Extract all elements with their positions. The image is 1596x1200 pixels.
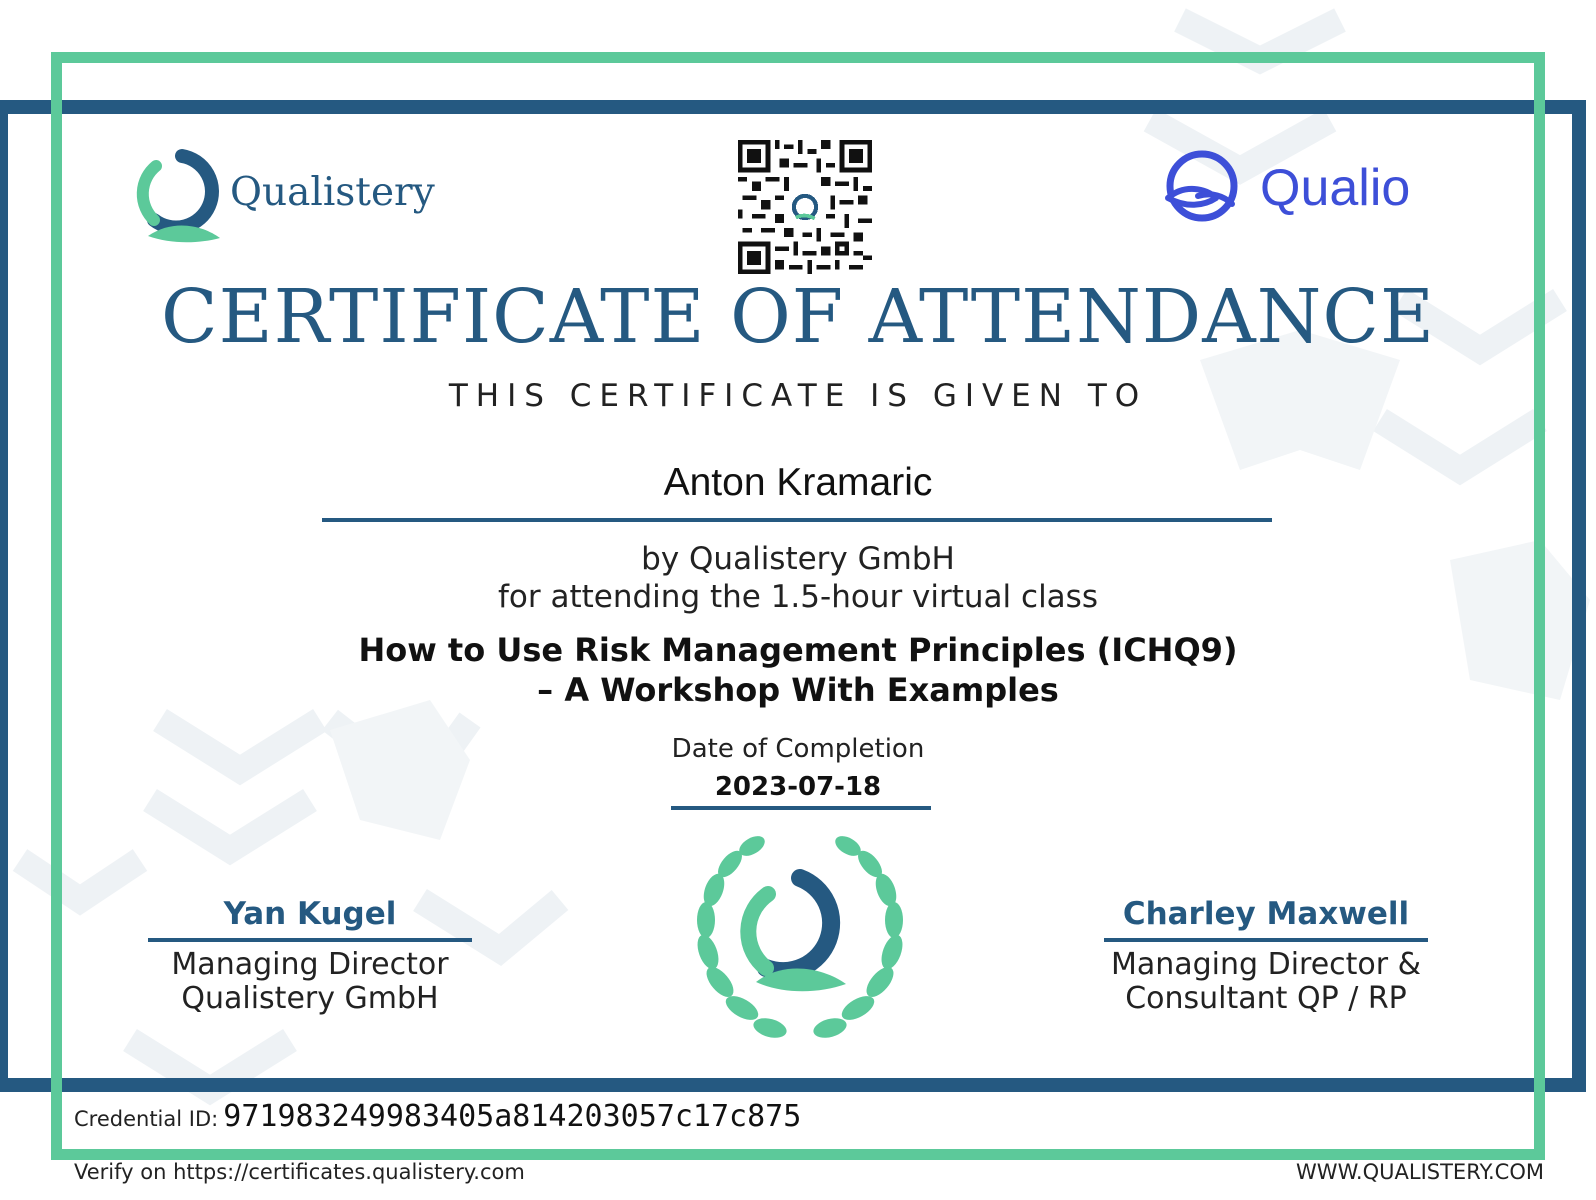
signatory-role: Managing Director & [1110, 947, 1422, 982]
course-title [0, 630, 1596, 710]
signatory-name: Charley Maxwell [1122, 896, 1410, 932]
certificate-body [0, 540, 1596, 616]
signatory-name: Yan Kugel [223, 896, 397, 932]
signatory-right [1104, 894, 1428, 1016]
qr-code [738, 140, 872, 274]
date-underline [671, 806, 931, 810]
qualio-icon [1160, 148, 1244, 232]
issuer-line: by Qualistery GmbH [641, 541, 955, 577]
qualistery-logo-text: Qualistery [230, 170, 435, 215]
recipient-name: Anton Kramaric [663, 461, 933, 504]
course-title-line-2: – A Workshop With Examples [537, 671, 1059, 709]
attendance-line: for attending the 1.5-hour virtual class [498, 579, 1098, 615]
signature-line [1104, 938, 1428, 942]
credential-value: 971983249983405a814203057c17c875 [223, 1099, 802, 1134]
signatory-role: Managing Director [171, 947, 449, 982]
recipient-underline [322, 518, 1272, 522]
signatory-left [148, 894, 472, 1016]
date-value: 2023-07-18 [714, 772, 882, 802]
credential-label: Credential ID: [74, 1107, 219, 1131]
signatory-company: Consultant QP / RP [1125, 981, 1407, 1016]
qualio-logo-text: Qualio [1260, 159, 1411, 217]
certificate-subtitle: THIS CERTIFICATE IS GIVEN TO [448, 378, 1148, 414]
qualistery-q-icon [134, 148, 230, 244]
signatory-company: Qualistery GmbH [181, 981, 439, 1016]
date-label: Date of Completion [671, 734, 925, 764]
credential-id [74, 1097, 801, 1141]
laurel-seal-icon [680, 832, 920, 1052]
signature-line [148, 938, 472, 942]
website-link[interactable]: WWW.QUALISTERY.COM [1296, 1160, 1544, 1184]
verify-link[interactable]: Verify on https://certificates.qualistery.com [74, 1160, 525, 1184]
certificate-title: CERTIFICATE OF ATTENDANCE [160, 274, 1436, 360]
course-title-line-1: How to Use Risk Management Principles (ICHQ9) [358, 631, 1238, 669]
